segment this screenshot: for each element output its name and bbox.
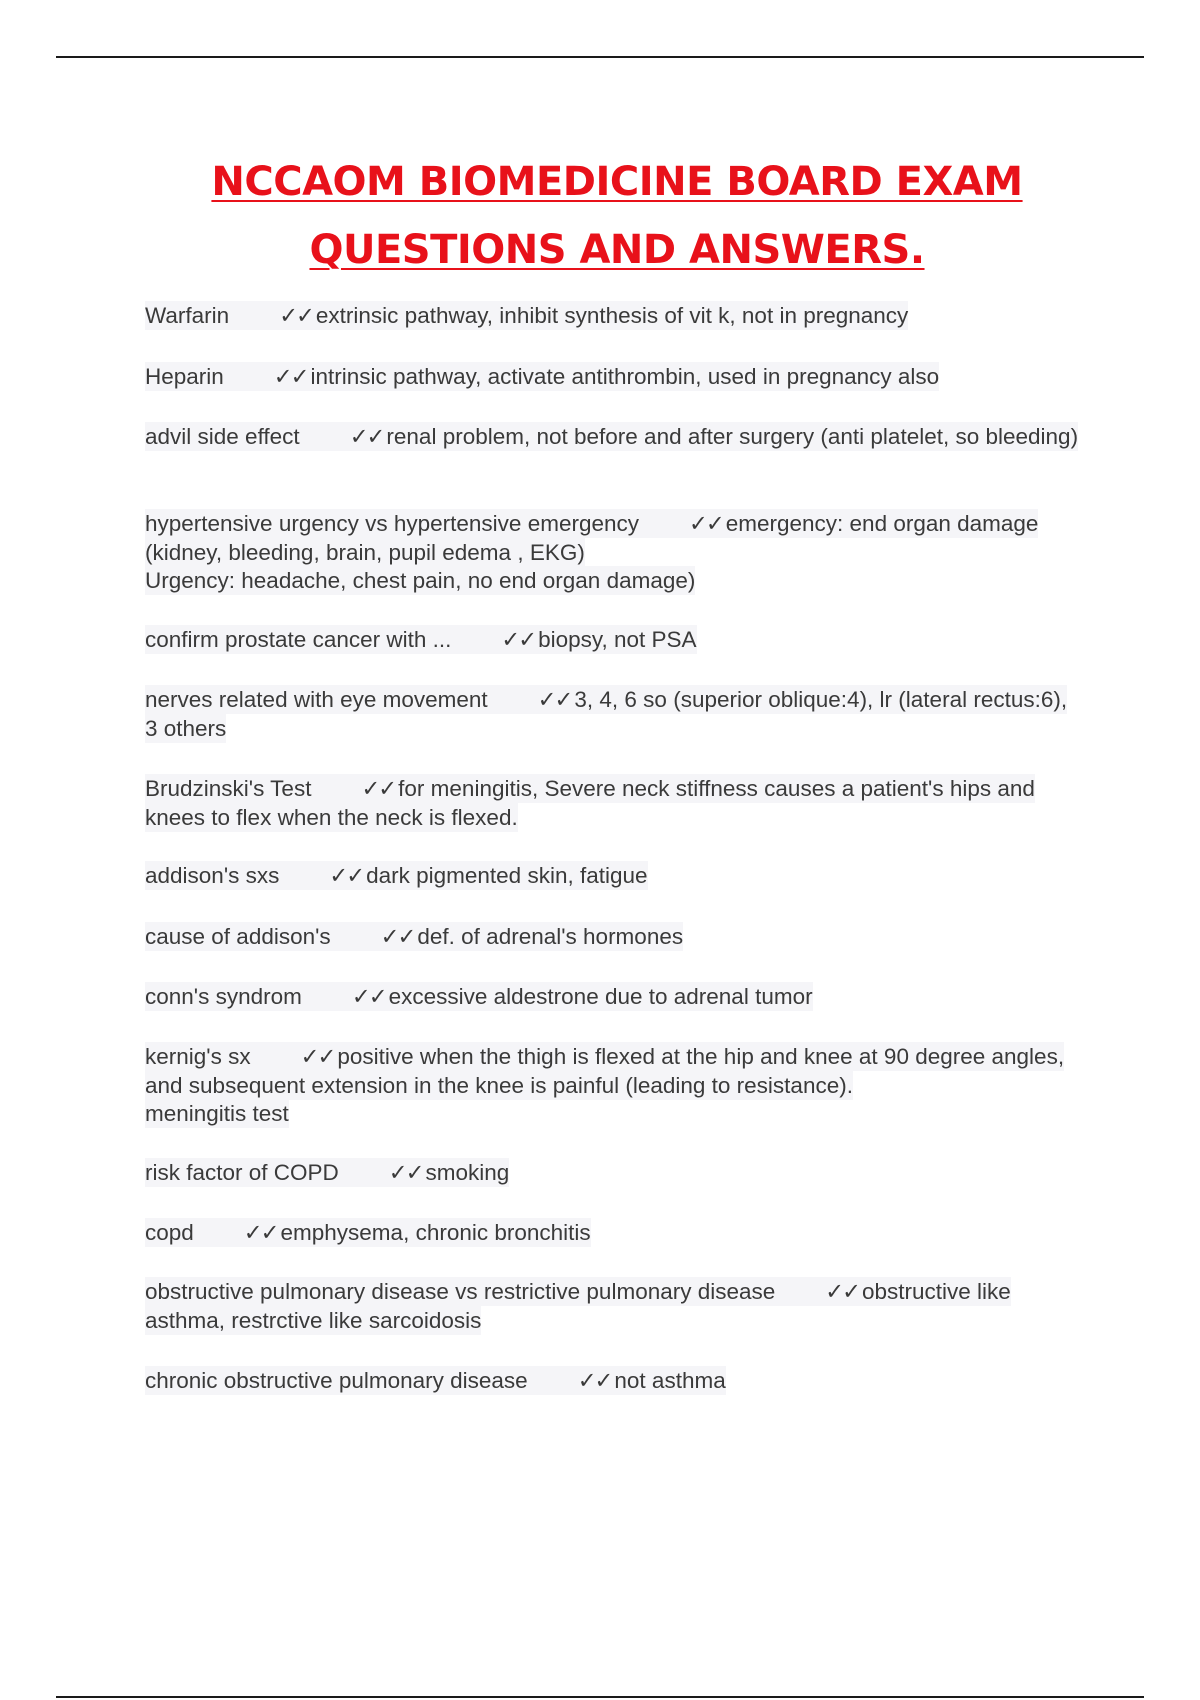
title-line-1: NCCAOM BIOMEDICINE BOARD EXAM	[211, 159, 1023, 205]
page-title	[0, 148, 1200, 284]
double-check-icon: ✓✓	[361, 776, 396, 801]
top-rule	[56, 56, 1144, 58]
qa-term: conn's syndrom	[145, 984, 302, 1009]
qa-answer: renal problem, not before and after surgery (anti platelet, so bleeding)	[386, 424, 1079, 449]
qa-term: risk factor of COPD	[145, 1160, 339, 1185]
qa-term: advil side effect	[145, 424, 300, 449]
qa-answer: extrinsic pathway, inhibit synthesis of vit k, not in pregnancy	[315, 303, 909, 328]
double-check-icon: ✓✓	[689, 511, 723, 536]
double-check-icon: ✓✓	[273, 364, 308, 389]
title-line-2: QUESTIONS AND ANSWERS.	[309, 227, 925, 273]
qa-answer: smoking	[425, 1160, 510, 1185]
double-check-icon: ✓✓	[380, 924, 415, 949]
qa-entry	[145, 423, 1078, 452]
qa-entry	[145, 510, 1085, 596]
qa-answer: def. of adrenal's hormones	[417, 924, 684, 949]
qa-answer: dark pigmented skin, fatigue	[366, 863, 648, 888]
qa-entry	[145, 775, 1085, 832]
qa-answer: emergency: end organ damage (kidney, bleeding, brain, pupil edema , EKG)	[145, 511, 1039, 565]
qa-answer: for meningitis, Severe neck stiffness causes a patient's hips and knees to flex when the neck is flexed.	[145, 776, 1035, 830]
double-check-icon: ✓✓	[243, 1220, 278, 1245]
qa-answer: excessive aldestrone due to adrenal tumor	[388, 984, 813, 1009]
qa-term: obstructive pulmonary disease vs restrictive pulmonary disease	[145, 1279, 776, 1304]
double-check-icon: ✓✓	[279, 303, 313, 328]
qa-answer-line-2: Urgency: headache, chest pain, no end organ damage)	[145, 568, 696, 593]
qa-term: confirm prostate cancer with ...	[145, 627, 452, 652]
double-check-icon: ✓✓	[501, 627, 536, 652]
double-check-icon: ✓✓	[388, 1160, 423, 1185]
qa-entry	[145, 862, 648, 891]
bottom-rule	[56, 1696, 1144, 1698]
qa-term: chronic obstructive pulmonary disease	[145, 1368, 528, 1393]
qa-term: kernig's sx	[145, 1044, 251, 1069]
qa-answer: not asthma	[614, 1368, 726, 1393]
double-check-icon: ✓✓	[577, 1368, 612, 1393]
qa-entry	[145, 1043, 1085, 1129]
qa-answer: biopsy, not PSA	[538, 627, 697, 652]
qa-entry	[145, 1367, 726, 1396]
qa-answer: 3, 4, 6 so (superior oblique:4), lr (lateral rectus:6), 3 others	[145, 687, 1068, 741]
double-check-icon: ✓✓	[825, 1279, 859, 1304]
qa-entry	[145, 923, 683, 952]
qa-entry	[145, 983, 813, 1012]
double-check-icon: ✓✓	[300, 1044, 335, 1069]
qa-answer-line-2: meningitis test	[145, 1101, 289, 1126]
qa-entry	[145, 1219, 591, 1248]
qa-term: Warfarin	[145, 303, 230, 328]
double-check-icon: ✓✓	[351, 984, 386, 1009]
qa-term: cause of addison's	[145, 924, 331, 949]
qa-entry	[145, 363, 939, 392]
qa-entry	[145, 1159, 509, 1188]
qa-answer: obstructive like asthma, restrctive like sarcoidosis	[145, 1279, 1011, 1333]
qa-answer: emphysema, chronic bronchitis	[280, 1220, 591, 1245]
qa-term: hypertensive urgency vs hypertensive emergency	[145, 511, 640, 536]
qa-entry	[145, 626, 697, 655]
qa-entry	[145, 1278, 1085, 1335]
qa-term: copd	[145, 1220, 194, 1245]
qa-entry	[145, 686, 1085, 743]
qa-answer: intrinsic pathway, activate antithrombin, used in pregnancy also	[310, 364, 940, 389]
double-check-icon: ✓✓	[329, 863, 364, 888]
double-check-icon: ✓✓	[537, 687, 572, 712]
qa-term: nerves related with eye movement	[145, 687, 488, 712]
qa-term: addison's sxs	[145, 863, 280, 888]
qa-term: Brudzinski's Test	[145, 776, 312, 801]
qa-entry	[145, 302, 908, 331]
qa-term: Heparin	[145, 364, 224, 389]
qa-answer: positive when the thigh is flexed at the hip and knee at 90 degree angles, and subsequent extension in the knee is painful (leading to resistance).	[145, 1044, 1065, 1098]
double-check-icon: ✓✓	[349, 424, 384, 449]
